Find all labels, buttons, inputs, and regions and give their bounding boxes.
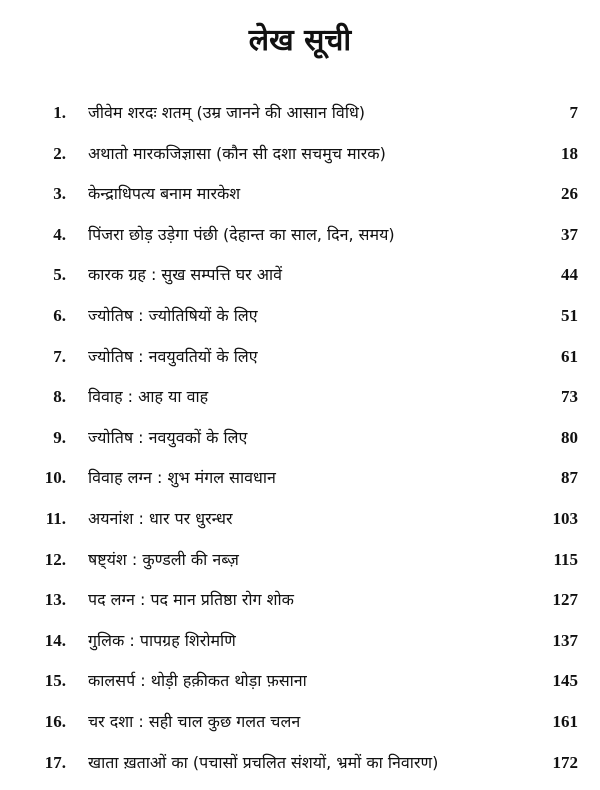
entry-number: 2. [53,143,66,163]
entry-page: 80 [561,427,578,447]
entry-title: अयनांश : धार पर धुरन्धर [88,509,233,528]
entry-title: ज्योतिष : ज्योतिषियों के लिए [88,306,258,325]
page-title: लेख सूची [248,23,352,58]
entry-title: अथातो मारकजिज्ञासा (कौन सी दशा सचमुच मारक) [88,143,386,163]
entry-number: 14. [44,630,66,650]
entry-page: 44 [561,265,578,285]
entry-page: 127 [552,590,578,610]
entry-number: 17. [44,752,66,772]
entry-page: 172 [552,752,578,772]
toc-entry [0,215,600,255]
toc-entry [0,580,600,620]
entry-page: 87 [561,468,578,488]
entry-title: पद लग्न : पद मान प्रतिष्ठा रोग शोक [88,590,294,610]
entry-number: 3. [53,184,66,204]
toc-entry [0,255,600,295]
toc-entry [0,743,600,783]
entry-number: 12. [44,549,66,569]
toc-entry [0,540,600,580]
toc-entry [0,174,600,214]
entry-title: कारक ग्रह : सुख सम्पत्ति घर आवें [88,265,283,285]
entry-title: गुलिक : पापग्रह शिरोमणि [88,630,236,650]
entry-title: षष्ट्यंश : कुण्डली की नब्ज़ [88,549,239,569]
entry-page: 115 [553,549,578,569]
entry-title: केन्द्राधिपत्य बनाम मारकेश [88,184,241,204]
entry-number: 10. [44,468,66,488]
entry-title: ज्योतिष : नवयुवतियों के लिए [88,346,258,366]
entry-number: 9. [53,427,66,447]
entry-title: ज्योतिष : नवयुवकों के लिए [88,427,248,447]
toc-entry [0,296,600,336]
entry-title: चर दशा : सही चाल कुछ गलत चलन [88,712,301,731]
entry-number: 4. [53,224,66,244]
entry-page: 51 [561,306,578,325]
entry-title: खाता ख़ताओं का (पचासों प्रचलित संशयों, भ्रमों का निवारण) [88,752,439,772]
entry-number: 1. [53,103,66,122]
entry-page: 145 [552,671,578,691]
toc-entry [0,499,600,539]
entry-page: 137 [552,630,578,650]
entry-page: 73 [561,387,578,407]
toc-entry [0,458,600,498]
entry-page: 161 [552,712,578,731]
entry-page: 61 [561,346,578,366]
entry-number: 7. [53,346,66,366]
entry-number: 5. [53,265,66,285]
entry-title: पिंजरा छोड़ उड़ेगा पंछी (देहान्त का साल, दिन, समय) [88,224,395,244]
toc-entry [0,621,600,661]
entry-title: कालसर्प : थोड़ी हक़ीकत थोड़ा फ़साना [88,671,307,691]
toc-entry [0,134,600,174]
entry-number: 16. [44,712,66,731]
entry-title: विवाह : आह या वाह [88,387,209,407]
toc-entry [0,702,600,742]
entry-number: 11. [45,509,66,528]
entry-number: 13. [44,590,66,610]
entry-number: 6. [53,306,66,325]
entry-page: 7 [569,103,578,122]
entry-page: 37 [561,224,578,244]
toc-entry [0,93,600,133]
entry-title: विवाह लग्न : शुभ मंगल सावधान [88,468,276,488]
entry-number: 8. [53,387,66,407]
entry-page: 103 [552,509,578,528]
toc-entry [0,661,600,701]
toc-entry [0,418,600,458]
toc-entry [0,377,600,417]
toc-entry [0,337,600,377]
entry-page: 26 [561,184,578,204]
entry-number: 15. [44,671,66,691]
entry-page: 18 [561,143,578,163]
entry-title: जीवेम शरदः शतम् (उम्र जानने की आसान विधि) [88,103,366,122]
